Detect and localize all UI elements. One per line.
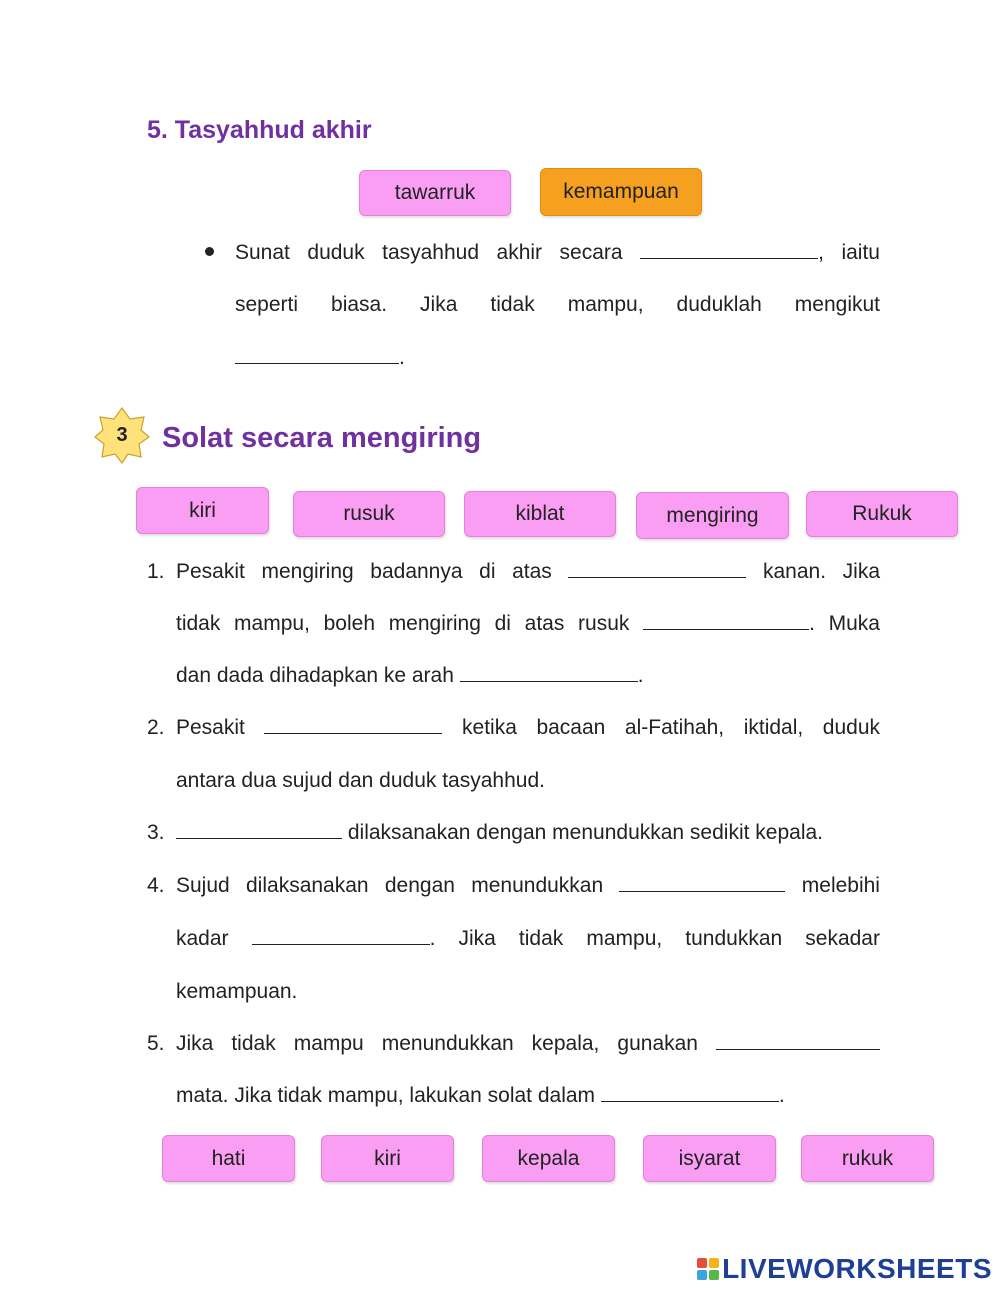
blank-field[interactable] — [601, 1083, 779, 1102]
item-4-line-2 — [176, 926, 880, 952]
item-2-line-1 — [176, 715, 880, 741]
blank-field[interactable] — [619, 873, 785, 892]
item-1-line-3 — [176, 663, 644, 689]
blank-field[interactable] — [568, 559, 746, 578]
word-chip-tawarruk[interactable]: tawarruk — [359, 170, 511, 216]
item-number: 2. — [147, 716, 165, 739]
text: , iaitu — [818, 241, 880, 264]
blank-field[interactable] — [640, 240, 818, 259]
text: kemampuan. — [176, 980, 298, 1003]
blank-field[interactable] — [643, 611, 809, 630]
section5-line-3 — [235, 345, 405, 371]
text: dan dada dihadapkan ke arah — [176, 664, 454, 687]
word-chip-kemampuan-selected[interactable]: kemampuan — [540, 168, 702, 216]
blank-field[interactable] — [716, 1031, 880, 1050]
word-chip-rukuk-lower[interactable]: rukuk — [801, 1135, 934, 1182]
text: Pesakit mengiring badannya di atas — [176, 560, 552, 583]
bullet-point — [205, 247, 214, 256]
text: Sujud dilaksanakan dengan menundukkan — [176, 874, 604, 897]
text: . Muka — [809, 612, 880, 635]
item-2-line-2 — [176, 768, 545, 794]
text: . — [778, 1084, 785, 1107]
text: Pesakit — [176, 716, 245, 739]
liveworksheets-logo-icon — [697, 1258, 719, 1280]
text: kadar — [176, 927, 229, 950]
word-chip-isyarat[interactable]: isyarat — [643, 1135, 776, 1182]
item-3-line-1 — [176, 820, 823, 846]
text: melebihi — [801, 874, 880, 897]
section-badge — [93, 406, 151, 464]
word-chip-kiblat[interactable]: kiblat — [464, 491, 616, 537]
blank-field[interactable] — [460, 663, 638, 682]
text: ketika bacaan al-Fatihah, iktidal, duduk — [462, 716, 880, 739]
item-4-line-3 — [176, 979, 297, 1005]
item-number: 4. — [147, 874, 165, 897]
word-chip-hati[interactable]: hati — [162, 1135, 295, 1182]
text: kanan. Jika — [763, 560, 880, 583]
text: dilaksanakan dengan menundukkan sedikit kepala. — [347, 821, 824, 844]
item-number: 5. — [147, 1032, 165, 1055]
text: . — [399, 346, 405, 369]
section5-line-1 — [235, 240, 880, 266]
word-chip-rusuk[interactable]: rusuk — [293, 491, 445, 537]
word-chip-rukuk-upper[interactable]: Rukuk — [806, 491, 958, 537]
badge-number: 3 — [116, 423, 128, 446]
text: Jika tidak mampu menundukkan kepala, gunakan — [176, 1032, 698, 1055]
word-chip-kiri-lower[interactable]: kiri — [321, 1135, 454, 1182]
blank-field[interactable] — [252, 926, 430, 945]
text: tidak mampu, boleh mengiring di atas rusuk — [176, 612, 630, 635]
blank-field[interactable] — [264, 715, 442, 734]
item-1-line-2 — [176, 611, 880, 637]
word-chip-kepala[interactable]: kepala — [482, 1135, 615, 1182]
text: seperti biasa. Jika tidak mampu, duduklah mengikut — [235, 293, 880, 316]
word-chip-kiri[interactable]: kiri — [136, 487, 269, 534]
text: . Jika tidak mampu, tundukkan sekadar — [429, 927, 880, 950]
blank-field[interactable] — [176, 820, 342, 839]
item-1-line-1 — [176, 559, 880, 585]
word-chip-mengiring[interactable]: mengiring — [636, 492, 789, 539]
section5-line-2 — [235, 292, 880, 318]
item-number: 3. — [147, 821, 165, 844]
section-3-heading: Solat secara mengiring — [162, 422, 482, 454]
text: . — [637, 664, 644, 687]
liveworksheets-wordmark: LIVEWORKSHEETS — [722, 1253, 992, 1284]
item-number: 1. — [147, 560, 165, 583]
item-4-line-1 — [176, 873, 880, 899]
item-5-line-2 — [176, 1083, 785, 1109]
section-5-heading: 5. Tasyahhud akhir — [147, 116, 372, 144]
text: antara dua sujud dan duduk tasyahhud. — [176, 769, 545, 792]
item-5-line-1 — [176, 1031, 880, 1057]
text: mata. Jika tidak mampu, lakukan solat dalam — [176, 1084, 596, 1107]
liveworksheets-brand — [697, 1253, 992, 1285]
blank-field[interactable] — [235, 345, 399, 364]
text: Sunat duduk tasyahhud akhir secara — [235, 241, 623, 264]
